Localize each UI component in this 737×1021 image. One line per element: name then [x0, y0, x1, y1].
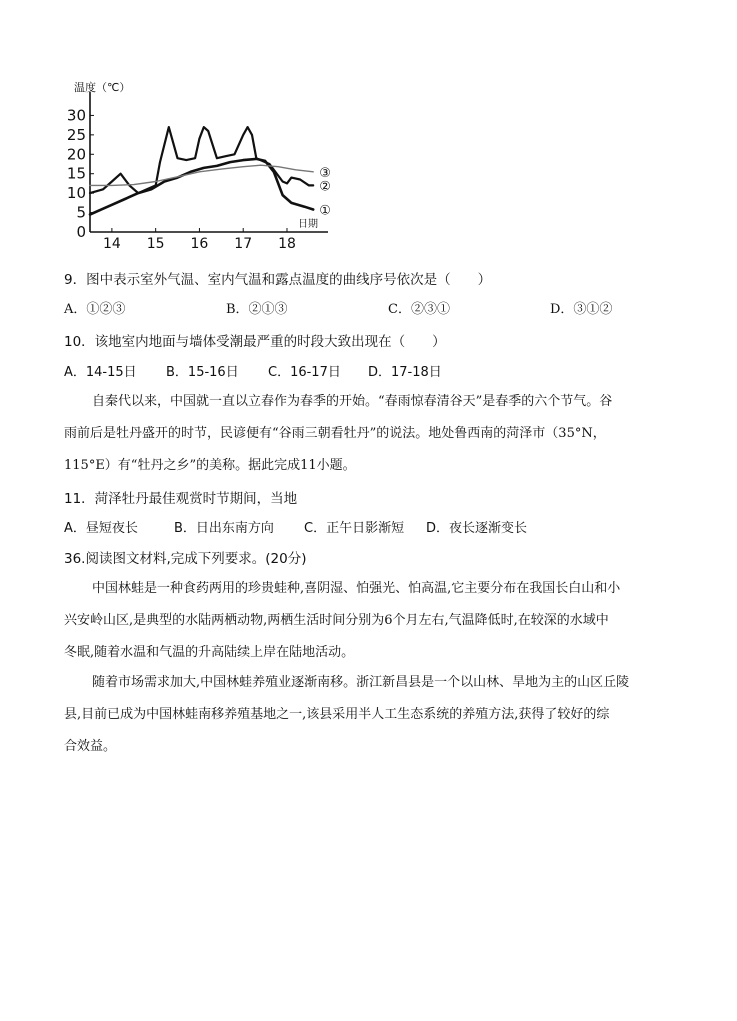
series-label-2: ②: [319, 179, 331, 195]
frog-paragraph-1-line-3: 冬眠,随着水温和气温的升高陆续上岸在陆地活动。: [64, 645, 355, 660]
question-9: 9．图中表示室外气温、室内气温和露点温度的曲线序号依次是（ ）: [64, 272, 492, 288]
question-10: 10．该地室内地面与墙体受潮最严重的时段大致出现在（ ）: [64, 334, 446, 350]
q11-option-c: C．正午日影渐短: [304, 521, 405, 536]
y-tick-label: 5: [76, 203, 86, 222]
series-label-3: ③: [319, 165, 331, 181]
x-tick-label: 15: [146, 236, 165, 248]
frog-paragraph-1-line-2: 兴安岭山区,是典型的水陆两栖动物,两栖生活时间分别为6个月左右,气温降低时,在较深的水域中: [64, 613, 609, 628]
y-tick-label: 10: [66, 184, 86, 203]
q9-option-a: A．①②③: [64, 302, 126, 317]
q11-option-d: D．夜长逐渐变长: [426, 521, 528, 536]
peony-passage-line-1: 自秦代以来，中国就一直以立春作为春季的开始。“春雨惊春清谷天”是春季的六个节气。谷: [92, 394, 613, 409]
x-tick-label: 16: [190, 236, 209, 248]
q10-option-b: B．15-16日: [166, 365, 239, 380]
q11-option-a: A．昼短夜长: [64, 521, 138, 536]
frog-paragraph-2-line-2: 县,目前已成为中国林蛙南移养殖基地之一,该县采用半人工生态系统的养殖方法,获得了较好的综: [64, 707, 610, 722]
x-tick-label: 18: [278, 236, 296, 248]
temperature-line-chart: [60, 76, 340, 248]
peony-passage-line-2: 雨前后是牡丹盛开的时节，民谚便有“谷雨三朝看牡丹”的说法。地处鲁西南的菏泽市（35°N，: [64, 426, 606, 441]
question-11: 11．菏泽牡丹最佳观赏时节期间，当地: [64, 491, 298, 507]
y-tick-label: 0: [76, 223, 86, 241]
y-tick-label: 30: [66, 106, 86, 125]
y-tick-label: 20: [66, 145, 86, 164]
peony-passage-line-3: 115°E）有“牡丹之乡”的美称。据此完成11小题。: [64, 458, 356, 473]
series-label-1: ①: [319, 203, 331, 219]
y-axis-label: 温度（℃）: [74, 81, 131, 94]
series-line-2: [90, 127, 313, 193]
y-tick-label: 15: [66, 164, 86, 183]
frog-paragraph-2: [64, 667, 684, 763]
q10-option-a: A．14-15日: [64, 365, 137, 380]
q10-option-d: D．17-18日: [368, 365, 442, 380]
x-tick-label: 14: [102, 236, 121, 248]
q10-option-c: C．16-17日: [268, 365, 341, 380]
peony-passage: [64, 386, 684, 482]
q11-option-b: B．日出东南方向: [174, 521, 274, 536]
y-tick-label: 25: [66, 125, 86, 144]
question-36-title: 36.阅读图文材料,完成下列要求。(20分): [64, 551, 307, 567]
q9-option-b: B．②①③: [226, 302, 288, 317]
frog-paragraph-2-line-3: 合效益。: [64, 739, 117, 754]
frog-paragraph-2-line-1: 随着市场需求加大,中国林蛙养殖业逐渐南移。浙江新昌县是一个以山林、旱地为主的山区丘陵: [92, 675, 630, 690]
x-axis-label: 日期: [298, 219, 318, 230]
frog-paragraph-1-line-1: 中国林蛙是一种食药两用的珍贵蛙种,喜阴湿、怕强光、怕高温,它主要分布在我国长白山和小: [92, 581, 621, 596]
frog-paragraph-1: [64, 573, 684, 669]
q9-option-c: C．②③①: [388, 302, 450, 317]
x-tick-label: 17: [234, 236, 253, 248]
q9-option-d: D．③①②: [550, 302, 613, 317]
